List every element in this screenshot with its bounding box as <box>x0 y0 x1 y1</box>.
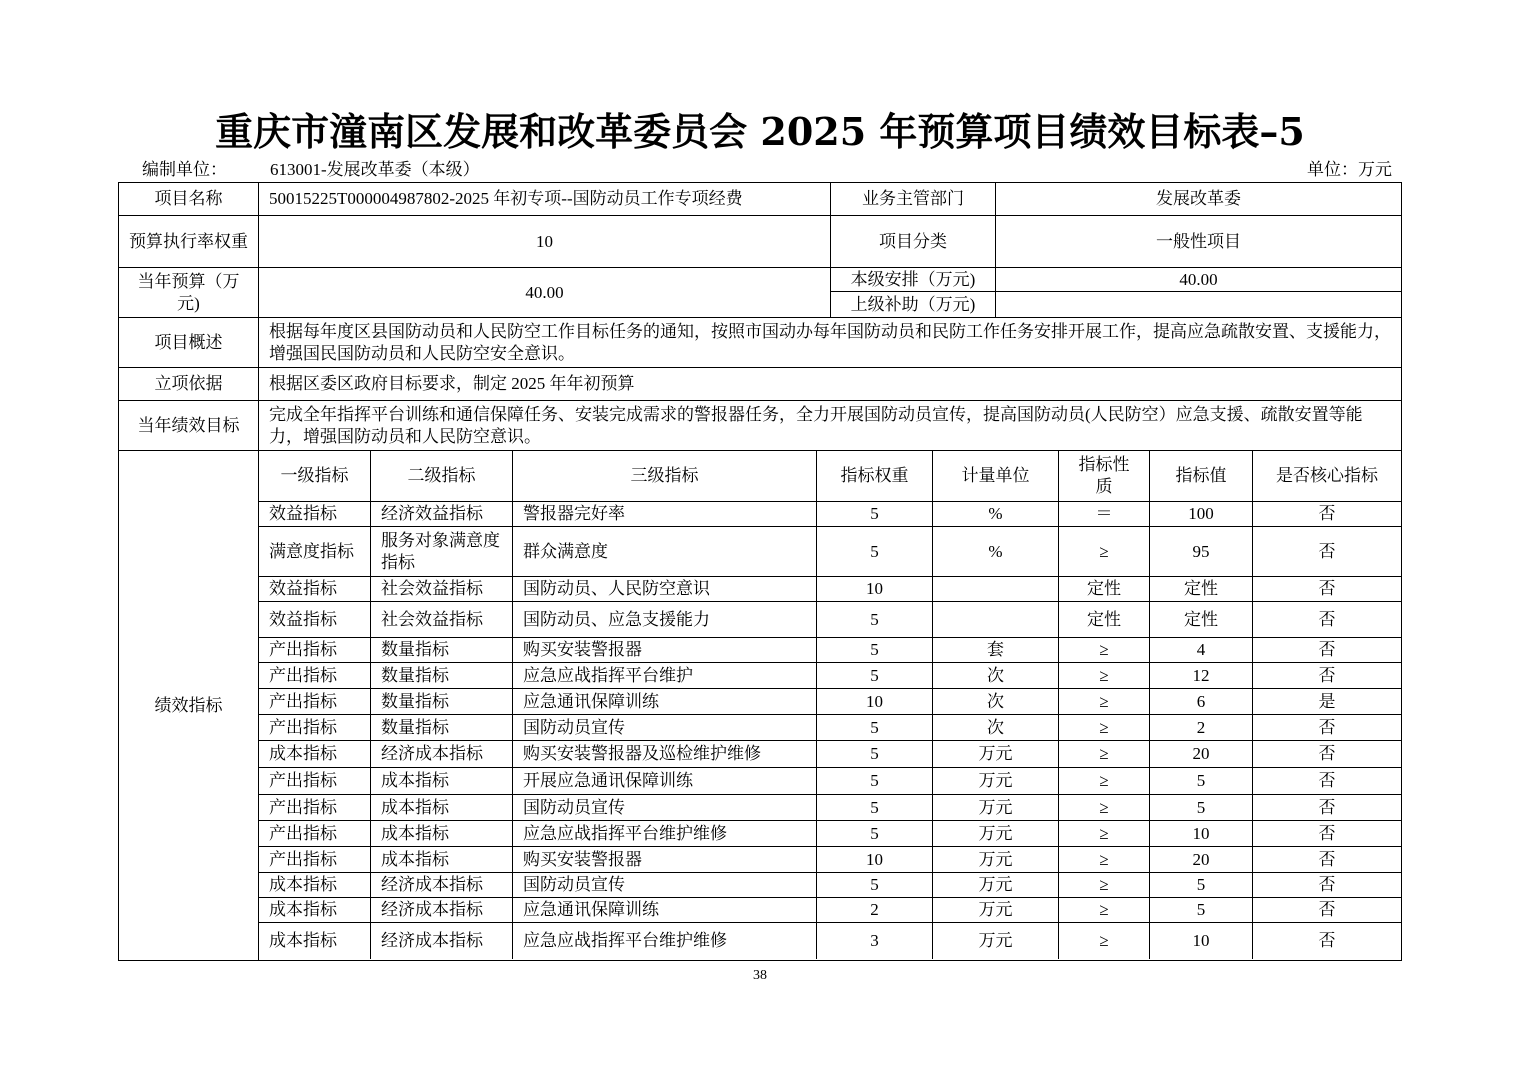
cell-unit: 万元 <box>933 847 1059 873</box>
cell-level1: 成本指标 <box>259 741 371 768</box>
cell-nature: ≥ <box>1059 873 1150 898</box>
cell-level2: 数量指标 <box>371 715 513 741</box>
cell-weight: 10 <box>817 577 933 602</box>
cell-core: 是 <box>1253 689 1401 715</box>
cell-nature: ≥ <box>1059 795 1150 821</box>
cell-value: 2 <box>1150 715 1253 741</box>
cell-core: 否 <box>1253 768 1401 795</box>
cell-level3: 国防动员宣传 <box>513 795 817 821</box>
cell-weight: 5 <box>817 602 933 638</box>
cell-nature: ≥ <box>1059 741 1150 768</box>
col-header-value: 指标值 <box>1150 451 1253 502</box>
col-header-nature: 指标性质 <box>1059 451 1150 502</box>
cell-weight: 5 <box>817 741 933 768</box>
cell-weight: 2 <box>817 898 933 923</box>
cell-level2: 数量指标 <box>371 689 513 715</box>
dept-value: 发展改革委 <box>996 183 1401 216</box>
cell-weight: 5 <box>817 795 933 821</box>
compiler-value: 613001-发展改革委（本级） <box>270 160 480 179</box>
cell-weight: 5 <box>817 638 933 663</box>
cell-level3: 应急应战指挥平台维护维修 <box>513 821 817 847</box>
cell-unit <box>933 602 1059 638</box>
compiler-label: 编制单位： <box>142 160 227 179</box>
cell-level2: 社会效益指标 <box>371 602 513 638</box>
cell-weight: 5 <box>817 502 933 527</box>
cell-level3: 国防动员、应急支援能力 <box>513 602 817 638</box>
cell-level1: 成本指标 <box>259 923 371 959</box>
cell-core: 否 <box>1253 898 1401 923</box>
unit-label: 单位：万元 <box>1307 160 1392 179</box>
dept-label: 业务主管部门 <box>831 183 996 216</box>
cell-nature: ≥ <box>1059 898 1150 923</box>
category-label: 项目分类 <box>831 216 996 268</box>
col-header-level2: 二级指标 <box>371 451 513 502</box>
cell-level2: 数量指标 <box>371 663 513 689</box>
cell-core: 否 <box>1253 602 1401 638</box>
cell-value: 5 <box>1150 898 1253 923</box>
exec-weight-value: 10 <box>259 216 831 268</box>
cell-nature: ≥ <box>1059 638 1150 663</box>
budget-performance-table <box>118 182 1402 961</box>
overview-value: 根据每年度区县国防动员和人民防空工作目标任务的通知，按照市国动办每年国防动员和民防工作任务安排开展工作，提高应急疏散安置、支援能力，增强国民国防动员和人民防空安全意识。 <box>259 318 1401 368</box>
cell-level1: 效益指标 <box>259 577 371 602</box>
cell-level3: 购买安装警报器 <box>513 847 817 873</box>
cell-level1: 产出指标 <box>259 715 371 741</box>
cell-unit: % <box>933 502 1059 527</box>
project-name-value: 50015225T000004987802-2025 年初专项--国防动员工作专项经费 <box>259 183 831 216</box>
cell-core: 否 <box>1253 638 1401 663</box>
cell-core: 否 <box>1253 663 1401 689</box>
cell-level3: 国防动员宣传 <box>513 873 817 898</box>
cell-level3: 群众满意度 <box>513 527 817 577</box>
category-value: 一般性项目 <box>996 216 1401 268</box>
cell-unit: 次 <box>933 663 1059 689</box>
overview-label: 项目概述 <box>119 318 259 368</box>
cell-level3: 国防动员宣传 <box>513 715 817 741</box>
cell-level3: 购买安装警报器及巡检维护维修 <box>513 741 817 768</box>
cell-level3: 国防动员、人民防空意识 <box>513 577 817 602</box>
indicators-section-label: 绩效指标 <box>119 451 259 960</box>
cell-unit: 套 <box>933 638 1059 663</box>
cell-weight: 5 <box>817 821 933 847</box>
cell-level1: 产出指标 <box>259 821 371 847</box>
cell-value: 12 <box>1150 663 1253 689</box>
cell-core: 否 <box>1253 795 1401 821</box>
cell-level3: 应急应战指挥平台维护 <box>513 663 817 689</box>
cell-level2: 经济成本指标 <box>371 923 513 959</box>
cell-value: 定性 <box>1150 602 1253 638</box>
cell-level3: 警报器完好率 <box>513 502 817 527</box>
cell-level2: 经济成本指标 <box>371 898 513 923</box>
col-header-weight: 指标权重 <box>817 451 933 502</box>
cell-level3: 购买安装警报器 <box>513 638 817 663</box>
cell-nature: ≥ <box>1059 663 1150 689</box>
cell-level3: 应急应战指挥平台维护维修 <box>513 923 817 959</box>
cell-value: 100 <box>1150 502 1253 527</box>
cell-unit: 万元 <box>933 741 1059 768</box>
project-name-label: 项目名称 <box>119 183 259 216</box>
cell-unit <box>933 577 1059 602</box>
cell-level2: 经济成本指标 <box>371 873 513 898</box>
cell-weight: 10 <box>817 847 933 873</box>
cell-nature: ≥ <box>1059 847 1150 873</box>
cell-nature: ≥ <box>1059 923 1150 959</box>
goal-label: 当年绩效目标 <box>119 401 259 451</box>
cell-weight: 10 <box>817 689 933 715</box>
cell-level2: 数量指标 <box>371 638 513 663</box>
cell-weight: 5 <box>817 873 933 898</box>
cell-unit: 万元 <box>933 821 1059 847</box>
cell-value: 10 <box>1150 821 1253 847</box>
cell-value: 5 <box>1150 795 1253 821</box>
cell-value: 定性 <box>1150 577 1253 602</box>
cell-level3: 应急通讯保障训练 <box>513 689 817 715</box>
cell-core: 否 <box>1253 715 1401 741</box>
cell-level2: 成本指标 <box>371 795 513 821</box>
cell-unit: 次 <box>933 715 1059 741</box>
cell-level1: 效益指标 <box>259 602 371 638</box>
cell-weight: 5 <box>817 715 933 741</box>
col-header-unit: 计量单位 <box>933 451 1059 502</box>
cell-nature: ≥ <box>1059 527 1150 577</box>
cell-value: 4 <box>1150 638 1253 663</box>
cell-level1: 满意度指标 <box>259 527 371 577</box>
goal-value: 完成全年指挥平台训练和通信保障任务、安装完成需求的警报器任务，全力开展国防动员宣传，提高国防动员(人民防空）应急支援、疏散安置等能力，增强国防动员和人民防空意识。 <box>259 401 1401 451</box>
cell-level2: 成本指标 <box>371 768 513 795</box>
cell-core: 否 <box>1253 577 1401 602</box>
upper-funding-label: 上级补助（万元) <box>831 292 996 318</box>
cell-unit: % <box>933 527 1059 577</box>
cell-level1: 产出指标 <box>259 663 371 689</box>
cell-level2: 社会效益指标 <box>371 577 513 602</box>
cell-level2: 成本指标 <box>371 847 513 873</box>
cell-level3: 开展应急通讯保障训练 <box>513 768 817 795</box>
col-header-core: 是否核心指标 <box>1253 451 1401 502</box>
cell-unit: 万元 <box>933 873 1059 898</box>
page-number: 38 <box>753 968 767 983</box>
cell-level1: 产出指标 <box>259 689 371 715</box>
cell-nature: ≥ <box>1059 715 1150 741</box>
cell-level1: 产出指标 <box>259 638 371 663</box>
cell-nature: ≥ <box>1059 689 1150 715</box>
cell-weight: 5 <box>817 663 933 689</box>
cell-core: 否 <box>1253 502 1401 527</box>
cell-core: 否 <box>1253 821 1401 847</box>
exec-weight-label: 预算执行率权重 <box>119 216 259 268</box>
cell-nature: ≥ <box>1059 768 1150 795</box>
cell-level1: 产出指标 <box>259 795 371 821</box>
cell-level1: 成本指标 <box>259 898 371 923</box>
cell-core: 否 <box>1253 873 1401 898</box>
col-header-level3: 三级指标 <box>513 451 817 502</box>
cell-nature: ≥ <box>1059 821 1150 847</box>
cell-core: 否 <box>1253 527 1401 577</box>
cell-level2: 服务对象满意度指标 <box>371 527 513 577</box>
cell-value: 10 <box>1150 923 1253 959</box>
col-header-level1: 一级指标 <box>259 451 371 502</box>
cell-unit: 万元 <box>933 923 1059 959</box>
cell-unit: 次 <box>933 689 1059 715</box>
cell-core: 否 <box>1318 931 1336 950</box>
basis-value: 根据区委区政府目标要求，制定 2025 年年初预算 <box>259 368 1401 401</box>
budget-label: 当年预算（万元) <box>119 268 259 318</box>
cell-value: 6 <box>1150 689 1253 715</box>
cell-nature: 定性 <box>1059 577 1150 602</box>
cell-level2: 经济效益指标 <box>371 502 513 527</box>
cell-core: 否 <box>1253 847 1401 873</box>
cell-unit: 万元 <box>933 898 1059 923</box>
cell-unit: 万元 <box>933 768 1059 795</box>
page-title: 重庆市潼南区发展和改革委员会 2025 年预算项目绩效目标表–5 <box>215 109 1305 154</box>
cell-unit: 万元 <box>933 795 1059 821</box>
upper-funding-value <box>996 292 1401 318</box>
cell-level1: 成本指标 <box>259 873 371 898</box>
cell-weight: 3 <box>817 923 933 959</box>
cell-weight: 5 <box>817 768 933 795</box>
cell-value: 5 <box>1150 873 1253 898</box>
cell-nature: 定性 <box>1059 602 1150 638</box>
cell-level2: 成本指标 <box>371 821 513 847</box>
cell-value: 20 <box>1150 741 1253 768</box>
cell-value: 95 <box>1150 527 1253 577</box>
local-funding-value: 40.00 <box>996 268 1401 292</box>
cell-value: 5 <box>1150 768 1253 795</box>
budget-value: 40.00 <box>259 268 831 318</box>
local-funding-label: 本级安排（万元) <box>831 268 996 292</box>
cell-nature: ＝ <box>1059 502 1150 527</box>
cell-level1: 产出指标 <box>259 847 371 873</box>
cell-level3: 应急通讯保障训练 <box>513 898 817 923</box>
cell-value: 20 <box>1150 847 1253 873</box>
cell-core: 否 <box>1253 741 1401 768</box>
cell-level1: 效益指标 <box>259 502 371 527</box>
cell-level1: 产出指标 <box>259 768 371 795</box>
cell-level2: 经济成本指标 <box>371 741 513 768</box>
cell-weight: 5 <box>817 527 933 577</box>
basis-label: 立项依据 <box>119 368 259 401</box>
